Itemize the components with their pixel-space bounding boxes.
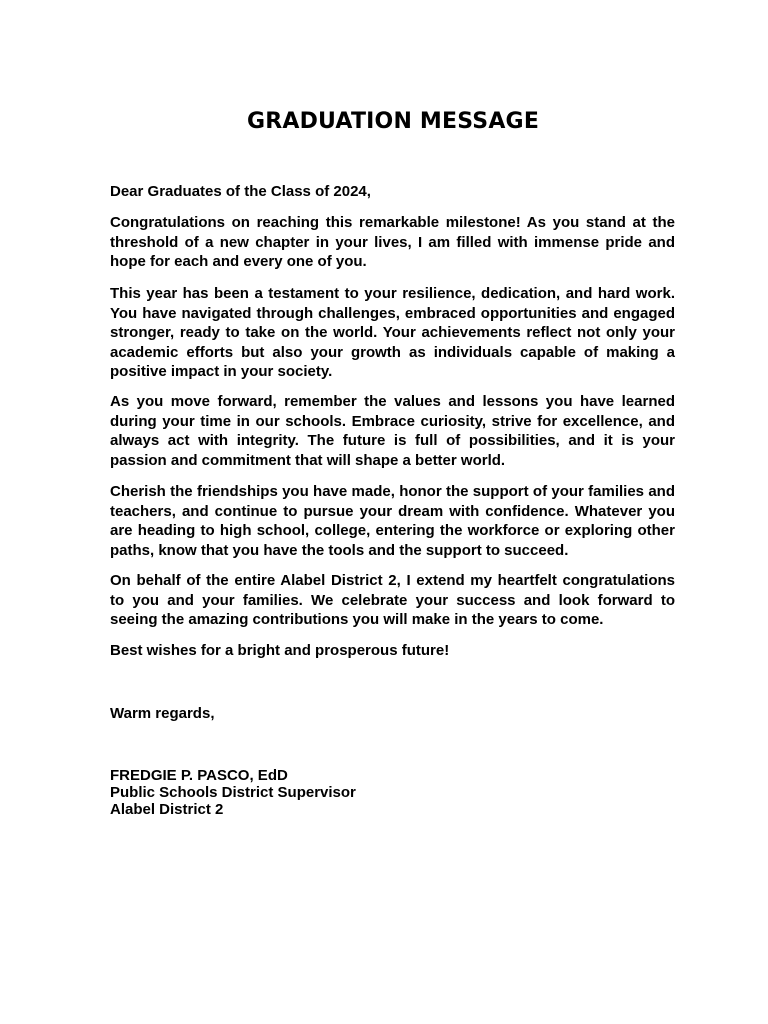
paragraph-move-forward: As you move forward, remember the values and lessons you have learned during your time in our schools. Embrace curiosity, strive for excellence, and always act with integrity. The future is full of possibilities, and it is your passion and commitment that will shape a better world. xyxy=(110,393,675,469)
signature-name: FREDGIE P. PASCO, EdD xyxy=(110,767,288,784)
closing: Warm regards, xyxy=(110,705,215,722)
paragraph-friendships: Cherish the friendships you have made, honor the support of your families and teachers, and continue to pursue your dream with confidence. Whatever you are heading to high school, college, entering the workforce or exploring other paths, know that you have the tools and the support to succeed. xyxy=(110,483,675,559)
signature-office: Alabel District 2 xyxy=(110,801,224,818)
document-title: GRADUATION MESSAGE xyxy=(246,109,540,134)
signature-position: Public Schools District Supervisor xyxy=(110,784,356,801)
paragraph-congratulations: Congratulations on reaching this remarkable milestone! As you stand at the threshold of a new chapter in your lives, I am filled with immense pride and hope for each and every one of you. xyxy=(110,214,675,270)
paragraph-best-wishes: Best wishes for a bright and prosperous future! xyxy=(110,642,450,659)
greeting: Dear Graduates of the Class of 2024, xyxy=(110,183,371,200)
signature-block xyxy=(110,767,675,818)
paragraph-on-behalf: On behalf of the entire Alabel District 2, I extend my heartfelt congratulations to you and your families. We celebrate your success and look forward to seeing the amazing contributions you will make in the years to come. xyxy=(110,572,675,628)
paragraph-resilience: This year has been a testament to your resilience, dedication, and hard work. You have navigated through challenges, embraced opportunities and engaged stronger, ready to take on the world. Your achievements reflect not only your academic efforts but also your growth as individuals capable of making a positive impact in your society. xyxy=(110,285,675,380)
